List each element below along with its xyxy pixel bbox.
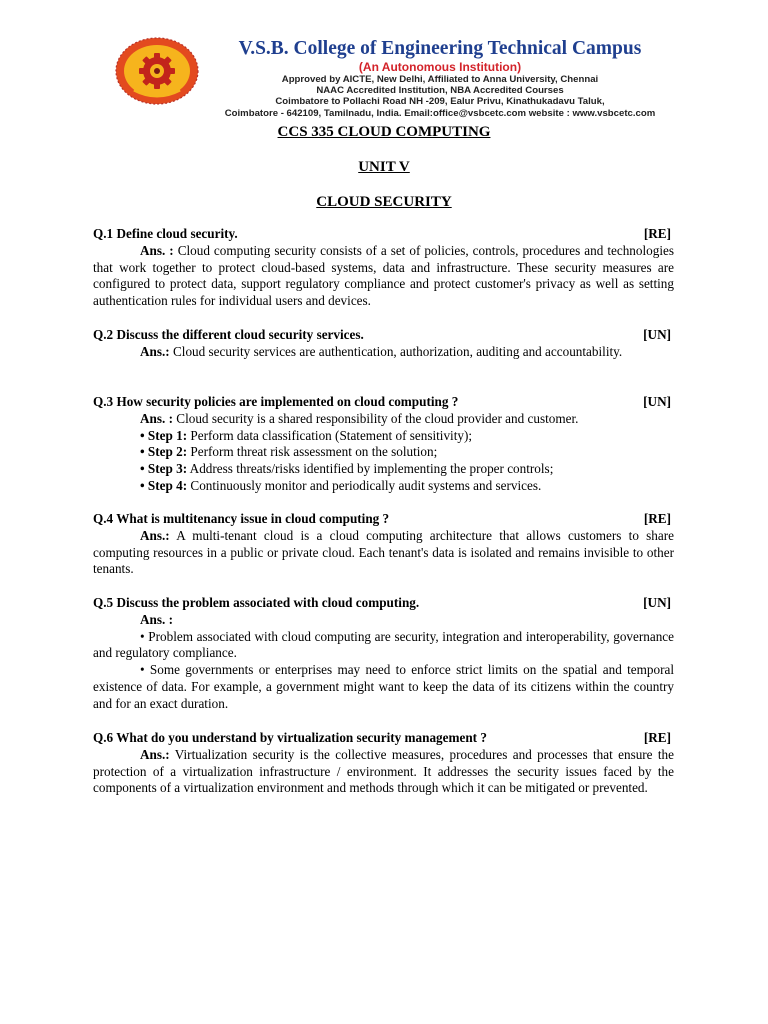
answer-text: Cloud computing security consists of a set of policies, controls, procedures and technologies that work together to protect cloud-based systems, data and infrastructure. These security measures are configured to protect data, support regulatory compliance and protect customer's privacy as well as setting authentication rules for individual users and devices. [93, 242, 674, 309]
question-text: Q.4 What is multitenancy issue in cloud computing ? [93, 511, 390, 526]
college-logo [114, 36, 200, 106]
question-heading [93, 226, 674, 243]
answer-label: Ans. : [140, 242, 174, 258]
college-address-line: Coimbatore to Pollachi Road NH -209, Ealur Privu, Kinathukadavu Taluk, [275, 96, 605, 108]
unit-title: UNIT V [358, 159, 410, 175]
question-text: Q.3 How security policies are implemented on cloud computing ? [93, 394, 459, 409]
course-title: CCS 335 CLOUD COMPUTING [277, 124, 491, 140]
question-text: Q.6 What do you understand by virtualization security management ? [93, 730, 487, 745]
answer-label: Ans. : [140, 611, 173, 627]
question-block-4 [93, 511, 674, 578]
college-subtitle: (An Autonomous Institution) [358, 60, 522, 74]
question-tag: [UN] [643, 394, 671, 409]
answer-label: Ans.: [140, 746, 170, 762]
answer-text: Cloud security services are authentication, authorization, auditing and accountability. [169, 343, 623, 359]
answer-text: A multi-tenant cloud is a cloud computing architecture that allows customers to share computing resources in a public or private cloud. Each tenant's data is isolated and remains invisible to other tenants. [93, 527, 674, 577]
question-block-1 [93, 226, 674, 310]
topic-title: CLOUD SECURITY [316, 194, 452, 210]
college-header [114, 36, 674, 119]
step-text: Address threats/risks identified by implementing the proper controls; [187, 461, 554, 477]
question-heading [93, 511, 674, 528]
question-text: Q.1 Define cloud security. [93, 226, 238, 241]
question-block-5 [93, 595, 674, 713]
question-heading [93, 730, 674, 747]
answer-paragraph [93, 411, 674, 428]
answer-label: Ans.: [140, 343, 170, 359]
question-tag: [RE] [643, 730, 671, 745]
step-text: Perform data classification (Statement of sensitivity); [187, 427, 473, 443]
step-item-4 [93, 478, 674, 495]
question-tag: [UN] [643, 327, 671, 342]
bullet-item-2: • Some governments or enterprises may need to enforce strict limits on the spatial and temporal existence of data. For example, a government might want to keep the data of its citizens within the country and for an exact duration. [93, 662, 674, 711]
answer-paragraph [93, 747, 674, 797]
answer-label: Ans. : [140, 410, 173, 426]
question-block-6 [93, 730, 674, 797]
college-info [206, 38, 674, 119]
question-text: Q.5 Discuss the problem associated with cloud computing. [93, 595, 420, 610]
question-heading [93, 595, 674, 612]
question-tag: [UN] [643, 595, 671, 610]
answer-label: Ans.: [140, 527, 170, 543]
step-label: • Step 3: [140, 461, 188, 477]
college-contact-line: Coimbatore - 642109, Tamilnadu, India. Email:office@vsbcetc.com website : www.vsbcetc.com [224, 107, 656, 119]
answer-paragraph [93, 528, 674, 578]
college-approval-line: Approved by AICTE, New Delhi, Affiliated to Anna University, Chennai [281, 74, 599, 85]
answer-text: Virtualization security is the collective measures, procedures and processes that ensure the protection of a virtualization infrastructure / environment. It addresses the security issues faced by the components of a virtualization environment and methods through which it can be mitigated or prevented. [93, 746, 674, 796]
step-item-1 [93, 428, 674, 445]
question-tag: [RE] [643, 511, 671, 526]
step-label: • Step 2: [140, 444, 188, 460]
question-block-3 [93, 394, 674, 495]
question-tag: [RE] [643, 226, 671, 241]
step-text: Continuously monitor and periodically audit systems and services. [187, 477, 542, 493]
answer-text: Cloud security is a shared responsibility of the cloud provider and customer. [172, 410, 579, 426]
question-heading [93, 327, 674, 344]
step-item-2 [93, 444, 674, 461]
question-text: Q.2 Discuss the different cloud security services. [93, 327, 364, 342]
step-item-3 [93, 461, 674, 478]
question-heading [93, 394, 674, 411]
step-label: • Step 1: [140, 427, 188, 443]
step-label: • Step 4: [140, 477, 188, 493]
college-accreditation-line: NAAC Accredited Institution, NBA Accredited Courses [316, 85, 564, 97]
answer-paragraph [93, 243, 674, 310]
answer-paragraph [93, 344, 674, 361]
college-name: V.S.B. College of Engineering Technical Campus [238, 38, 642, 59]
bullet-item-1: • Problem associated with cloud computing are security, integration and interoperability, governance and regulatory compliance. [93, 628, 674, 661]
question-block-2 [93, 327, 674, 361]
step-text: Perform threat risk assessment on the solution; [187, 444, 438, 460]
